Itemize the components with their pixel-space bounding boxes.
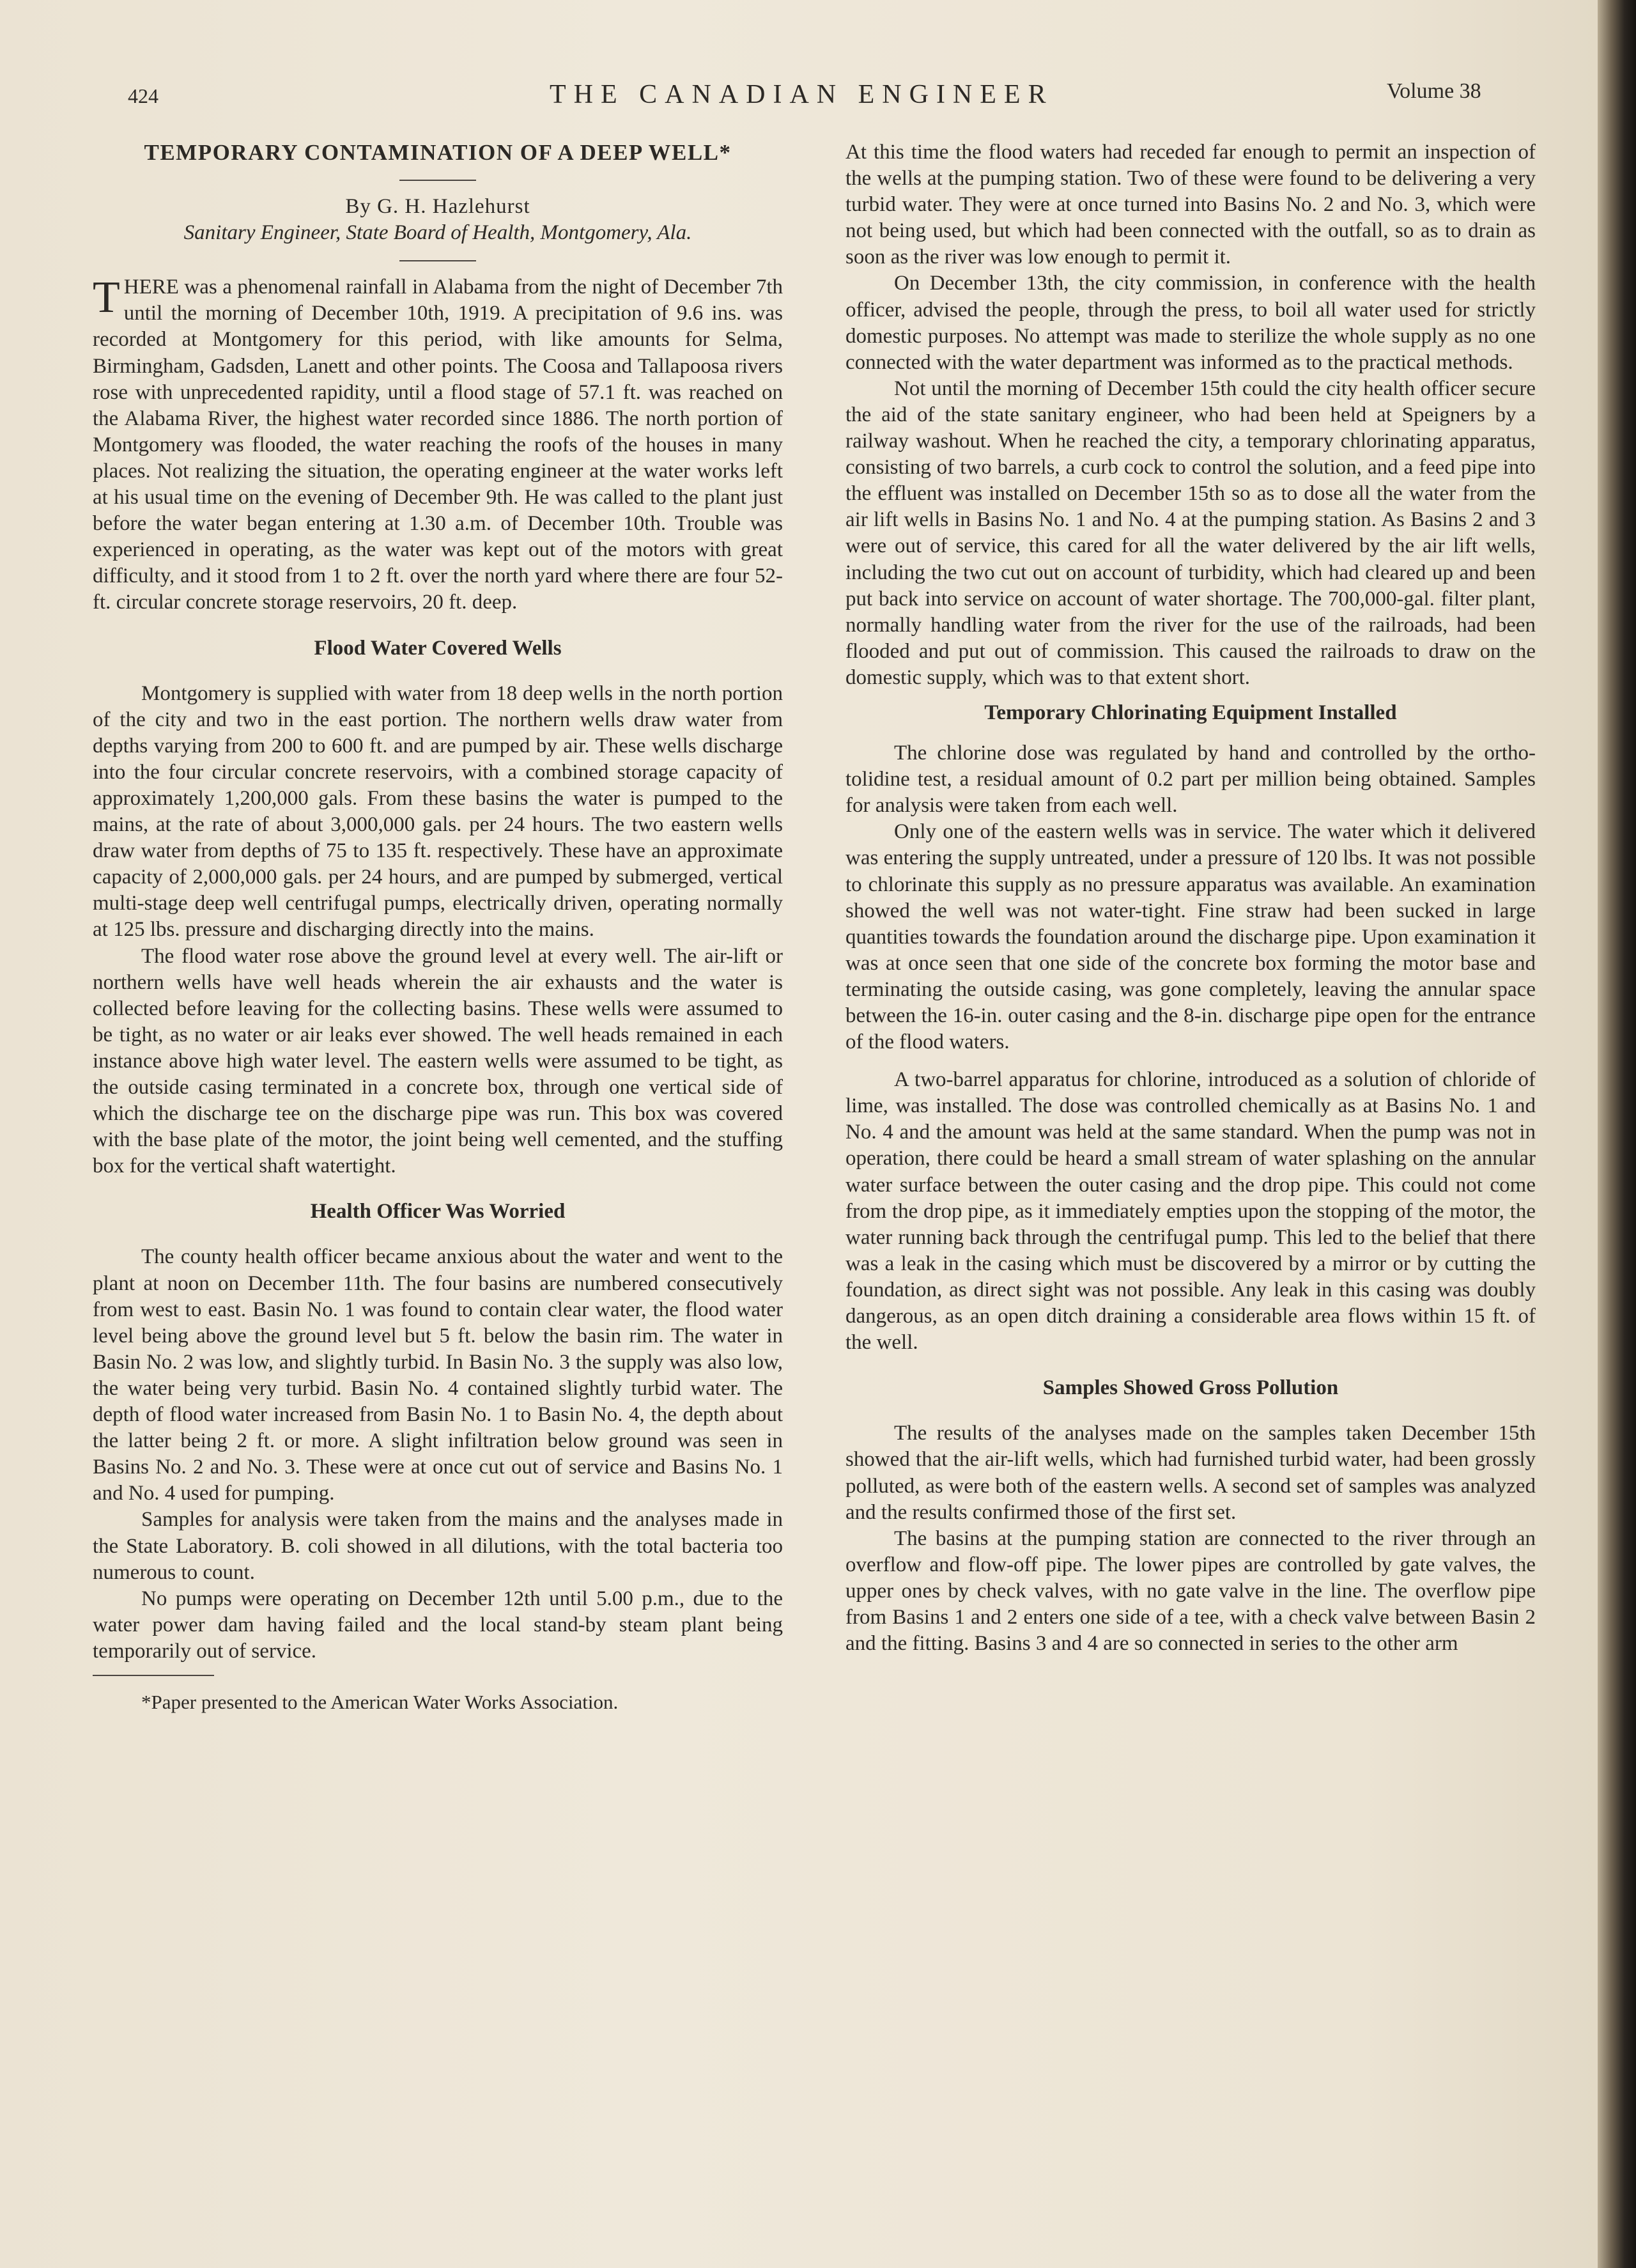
intro-text: HERE was a phenomenal rainfall in Alabama from the night of December 7th until the morning of December 10th, 1919. A precipitation of 9.6 ins. was recorded at Montgomery for this period, with like amounts for Selma, Birmingham, Gadsden, Lanett and other points. The Coosa and Tallapoosa rivers rose with unprecedented rapidity, until a flood stage of 57.1 ft. was reached on the Alabama River, the highest water recorded since 1886. The north portion of Montgomery was flooded, the water reaching the roofs of the houses in many places. Not realizing the situation, the operating engineer at the water works left at his usual time on the evening of December 9th. He was called to the plant just before the water began entering at 1.30 a.m. of December 10th. Trouble was experienced in operating, as the water was kept out of the motors with great difficulty, and it stood from 1 to 2 ft. over the north yard where there are four 52-ft. circular concrete storage reservoirs, 20 ft. deep. xyxy=(93,276,783,614)
paragraph: The flood water rose above the ground level at every well. The air-lift or northern wells have well heads wherein the air exhausts and the water is collected before leaving for the collecting basins. These wells were assumed to be tight, as no water or air leaks ever showed. The well heads remained in each instance above high water level. The eastern wells were assumed to be tight, as the outside casing terminated in a concrete box, through one vertical side of which the discharge tee on the discharge pipe was run. This box was covered with the base plate of the motor, the joint being well cemented, and the stuffing box for the vertical shaft watertight. xyxy=(93,944,783,1178)
paragraph: Samples for analysis were taken from the mains and the analyses made in the State Laboratory. B. coli showed in all dilutions, with the total bacteria too numerous to count. xyxy=(93,1508,783,1584)
volume-label: Volume 38 xyxy=(1387,79,1481,103)
section-heading: Temporary Chlorinating Equipment Installed xyxy=(984,701,1397,724)
article-title: TEMPORARY CONTAMINATION OF A DEEP WELL* xyxy=(144,140,732,165)
right-column xyxy=(845,139,1536,1657)
paragraph: The county health officer became anxious about the water and went to the plant at noon on December 11th. The four basins are numbered consecutively from west to east. Basin No. 1 was found to contain clear water, the flood water level being above the ground level but 5 ft. below the basin rim. The water in Basin No. 2 was low, and slightly turbid. In Basin No. 3 the supply was also low, the water being very turbid. Basin No. 4 contained slightly turbid water. The depth of flood water increased from Basin No. 1 to Basin No. 4, the depth about the latter being 2 ft. or more. A slight infiltration below ground was seen in Basins No. 2 and No. 3. These were at once cut out of service and Basins No. 1 and No. 4 used for pumping. xyxy=(93,1245,783,1505)
paragraph: A two-barrel apparatus for chlorine, introduced as a solution of chloride of lime, was installed. The dose was controlled chemically as at Basins No. 1 and No. 4 and the amount was held at the same standard. When the pump was not in operation, there could be heard a small stream of water splashing on the annular water surface between the outer casing and the drop pipe. This could not come from the drop pipe, as it immediately empties upon the stopping of the motor, the water running back through the centrifugal pump. This led to the belief that there was a leak in the casing which must be discovered by a mirror or by cutting the foundation, as direct sight was not possible. Any leak in this casing was doubly dangerous, as an open ditch draining a considerable area flows within 15 ft. of the well. xyxy=(845,1068,1536,1355)
byline-rule xyxy=(399,260,476,261)
paragraph: The chlorine dose was regulated by hand and controlled by the ortho-tolidine test, a residual amount of 0.2 part per million being obtained. Samples for analysis were taken from each well. xyxy=(845,742,1536,818)
paragraph: The results of the analyses made on the samples taken December 15th showed that the air-lift wells, which had furnished turbid water, had been grossly polluted, as were both of the eastern wells. A second set of samples was analyzed and the results confirmed those of the first set. xyxy=(845,1422,1536,1524)
byline: By G. H. Hazlehurst xyxy=(345,195,530,219)
paragraph: Montgomery is supplied with water from 18 deep wells in the north portion of the city and two in the east portion. The northern wells draw water from depths varying from 200 to 600 ft. and are pumped by air. These wells discharge into the four circular concrete reservoirs, with a combined storage capacity of approximately 1,200,000 gals. From these basins the water is pumped to the mains, at the rate of about 3,000,000 gals. per 24 hours. The two eastern wells draw water from depths of 75 to 135 ft. respectively. These have an approximate capacity of 2,000,000 gals. per 24 hours, and are pumped by submerged, vertical multi-stage deep well centrifugal pumps, electrically driven, operating normally at 125 lbs. pressure and discharging directly into the mains. xyxy=(93,681,783,942)
section-heading: Flood Water Covered Wells xyxy=(314,636,562,660)
journal-title: THE CANADIAN ENGINEER xyxy=(550,80,1054,109)
footnote-rule xyxy=(93,1675,214,1676)
paragraph: No pumps were operating on December 12th until 5.00 p.m., due to the water power dam having failed and the local stand-by steam plant being temporarily out of service. xyxy=(93,1587,783,1663)
paragraph: The basins at the pumping station are connected to the river through an overflow and flow-off pipe. The lower pipes are controlled by gate valves, the upper ones by check valves, with no gate valve in the line. The overflow pipe from Basins 1 and 2 enters one side of a tee, with a check valve between Basin 2 and the fitting. Basins 3 and 4 are so connected in series to the other arm xyxy=(845,1526,1536,1656)
section-heading: Health Officer Was Worried xyxy=(310,1200,566,1223)
drop-cap: T xyxy=(93,273,120,323)
intro-paragraph xyxy=(93,274,783,616)
paragraph: On December 13th, the city commission, in conference with the health officer, advised the people, through the press, to boil all water used for strictly domestic purposes. No attempt was made to sterilize the whole supply as no one connected with the water department was informed as to the practical methods. xyxy=(845,272,1536,374)
title-rule xyxy=(399,180,476,181)
paragraph: Not until the morning of December 15th could the city health officer secure the aid of the state sanitary engineer, who had been held at Speigners by a railway washout. When he reached the city, a temporary chlorinating apparatus, consisting of two barrels, a curb cock to control the solution, and a feed pipe into the effluent was installed on December 15th so as to dose all the water from the air lift wells in Basins No. 1 and No. 4 at the pumping station. As Basins 2 and 3 were out of service, this cared for all the water delivered by the air lift wells, including the two cut out on account of turbidity, which had cleared up and been put back into service on account of water shortage. The 700,000-gal. filter plant, normally handling water from the river for the use of the railroads, had been flooded and put out of commission. This caused the railroads to draw on the domestic supply, which was to that extent short. xyxy=(845,377,1536,689)
left-column xyxy=(93,139,783,1714)
book-spine xyxy=(1598,0,1636,2268)
affiliation: Sanitary Engineer, State Board of Health, Montgomery, Ala. xyxy=(183,221,692,245)
paragraph: At this time the flood waters had receded far enough to permit an inspection of the wells at the pumping station. Two of these were found to be delivering a very turbid water. They were at once turned into Basins No. 2 and No. 3, which were not being used, but which had been connected with the outfall, so as to drain as soon as the river was low enough to permit it. xyxy=(845,141,1536,269)
running-head xyxy=(0,75,1598,114)
footnote: *Paper presented to the American Water Works Association. xyxy=(141,1690,619,1713)
page-number: 424 xyxy=(128,84,158,107)
paragraph: Only one of the eastern wells was in service. The water which it delivered was entering the supply untreated, under a pressure of 120 lbs. It was not possible to chlorinate this supply as no pressure apparatus was available. An examination showed the well was not water-tight. Fine straw had been sucked in large quantities towards the foundation around the discharge pipe. Upon examination it was at once seen that one side of the concrete box forming the motor base and terminating the outside casing, was gone completely, leaving the annular space between the 16-in. outer casing and the 8-in. discharge pipe open for the entrance of the flood waters. xyxy=(845,820,1536,1054)
section-heading: Samples Showed Gross Pollution xyxy=(1042,1376,1339,1400)
